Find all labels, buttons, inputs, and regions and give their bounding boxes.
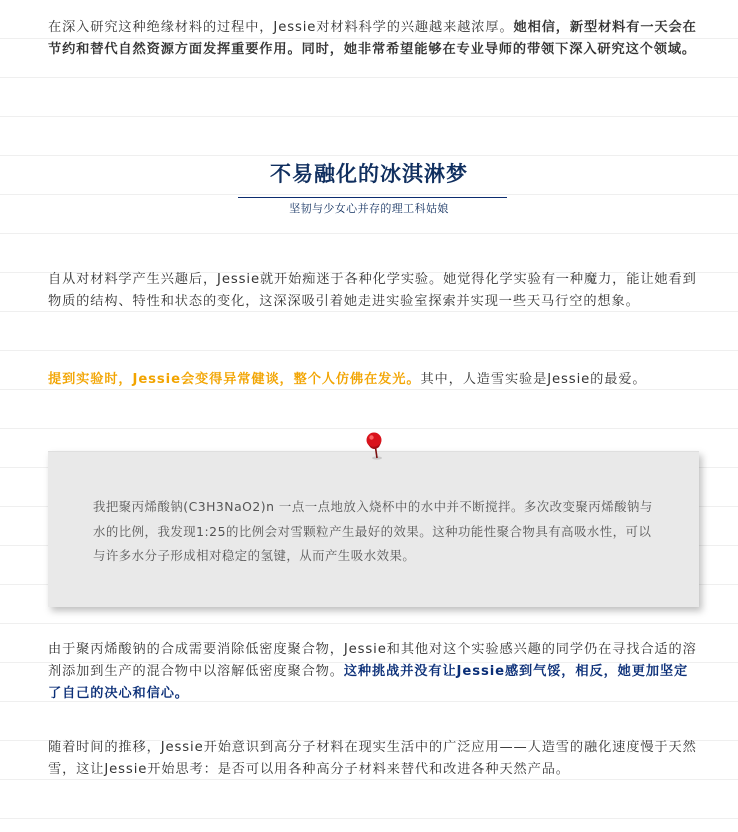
pushpin-icon	[364, 431, 388, 461]
paragraph-research-interest	[48, 17, 698, 61]
quote-note-text: 我把聚丙烯酸钠(C3H3NaO2)n 一点一点地放入烧杯中的水中并不断搅拌。多次改变聚丙烯酸钠与水的比例，我发现1:25的比例会对雪颗粒产生最好的效果。这种功能性聚合物具有高吸水性，可以与许多水分子形成相对稳定的氢键，从而产生吸水效果。	[93, 499, 653, 563]
paragraph-chemistry-experiments: 自从对材料学产生兴趣后，Jessie就开始痴迷于各种化学实验。她觉得化学实验有一种魔力，能让她看到物质的结构、特性和状态的变化，这深深吸引着她走进实验室探索并实现一些天马行空的想象。	[48, 272, 697, 309]
paragraph-bold-text: 这种挑战并没有让Jessie感到气馁，相反，她更加坚定了自己的决心和信心。	[48, 664, 689, 701]
section-title: 不易融化的冰淇淋梦	[270, 162, 468, 186]
paragraph-text: 在深入研究这种绝缘材料的过程中，Jessie对材料科学的兴趣越来越浓厚。	[48, 20, 514, 35]
section-subtitle: 坚韧与少女心并存的理工科姑娘	[289, 202, 449, 215]
paragraph-text: 其中，人造雪实验是Jessie的最爱。	[420, 372, 647, 387]
paragraph-bold-text: 她相信，新型材料有一天会在节约和替代自然资源方面发挥重要作用。同时，她非常希望能够在专业导师的带领下深入研究这个领域。	[48, 20, 697, 57]
paragraph-challenge	[48, 639, 698, 705]
title-underline	[238, 197, 507, 198]
paragraph-text: 由于聚丙烯酸钠的合成需要消除低密度聚合物，Jessie和其他对这个实验感兴趣的同学仍在寻找合适的溶剂添加到生产的混合物中以溶解低密度聚合物。	[48, 642, 697, 679]
paragraph-highlight-text: 提到实验时，Jessie会变得异常健谈，整个人仿佛在发光。	[48, 372, 421, 387]
paragraph-polymer-applications: 随着时间的推移，Jessie开始意识到高分子材料在现实生活中的广泛应用——人造雪的融化速度慢于天然雪，这让Jessie开始思考：是否可以用各种高分子材料来替代和改进各种天然产品。	[48, 740, 697, 777]
quote-note-card	[48, 451, 699, 607]
paragraph-favorite-experiment	[48, 369, 698, 391]
